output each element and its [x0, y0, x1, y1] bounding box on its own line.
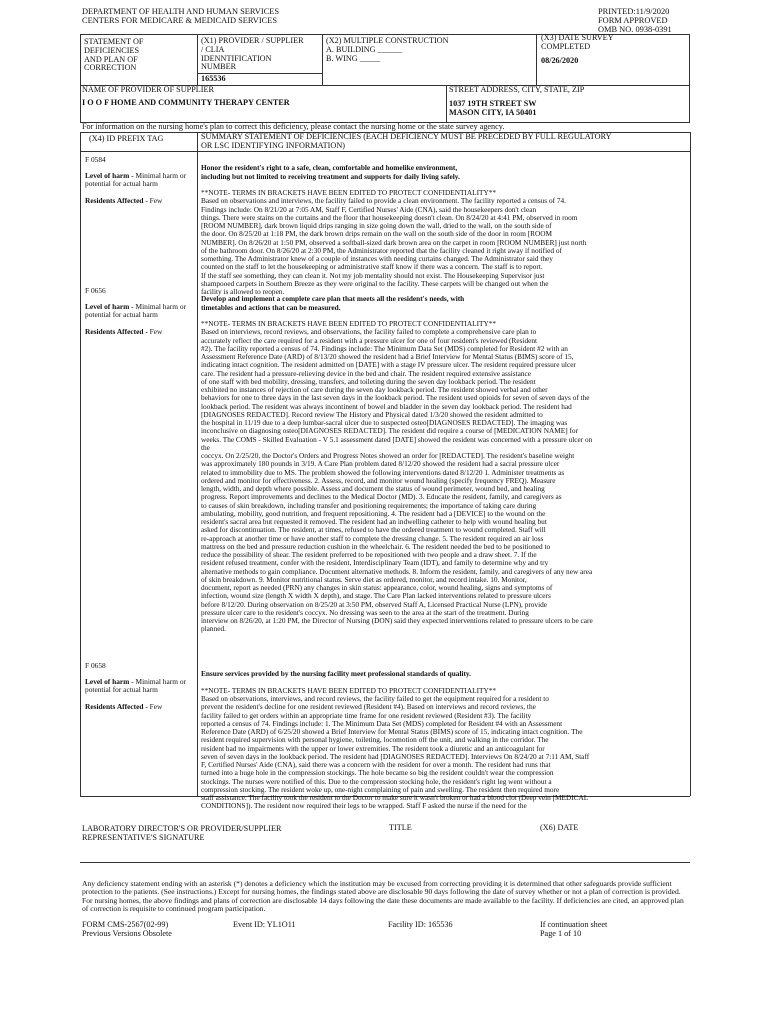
harm-level: Level of harm - Minimal harm or potential for actual harm: [85, 677, 186, 695]
divider: [690, 132, 691, 796]
provider-name-label: NAME OF PROVIDER OF SUPPLIER: [82, 85, 214, 94]
divider: [197, 132, 198, 796]
facility-id: Facility ID: 165536: [388, 920, 453, 929]
agency-header: [82, 7, 279, 25]
title-label: TITLE: [389, 823, 412, 832]
residents-affected: Residents Affected - Few: [85, 195, 163, 205]
provider-id-label: (X1) PROVIDER / SUPPLIER / CLIA IDENNTIFICATION NUMBER: [201, 36, 304, 72]
divider: [80, 132, 81, 796]
deficiency-tag: F 0658: [85, 661, 106, 670]
residents-affected: Residents Affected - Few: [85, 326, 163, 336]
form-approval-header: [598, 7, 672, 34]
deficiency-body: **NOTE- TERMS IN BRACKETS HAVE BEEN EDITED TO PROTECT CONFIDENTIALITY** Based on observations and interviews, the facility failed to provide a clean environment. The facility reported a census of 74. Findings include: On 8/21/20 at 7:05 AM, Staff F, Certified Nurses' Aide (CNA), said the housekeepers don't clean things. There were stains on the curtains and the floor that housekeeping doesn't clean. On 8/24/20 at 4:41 PM, observed in room [ROOM NUMBER], dark brown liquid drips ranging in size going down the wall, dried to the wall, on the south side of the door. On 8/25/20 at 1:18 PM, the dark brown drips remain on the wall on the south side of the door in room [ROOM NUMBER]. On 8/26/20 at 1:50 PM, observed a softball-sized dark brown area on the carpet in room [ROOM NUMBER] just north of the bathroom door. On 8/26/20 at 2:30 PM, the Administrator reported that the facility cleaned it right away if notified of something. The Administrator knew of a couple of instances with needing curtains changed. The Administrator said they counted on the staff to let the housekeeping or administrative staff know if there was a concern. The staff is to report. If the staff see something, they can clean it. Not my job mentality should not exist. The Housekeeping Supervisor just shampooed carpets in Southern Breeze as they were original to the facility. These carpets will be changed out when the facility is allowed to reopen.: [201, 188, 587, 296]
deficiency-tag-block: [85, 156, 191, 205]
divider: [322, 34, 323, 85]
page-indicator: If continuation sheet Page 1 of 10: [540, 920, 608, 938]
deficiency-title: Ensure services provided by the nursing facility meet professional standards of quality.: [201, 669, 472, 679]
divider: [80, 151, 690, 152]
harm-level: Level of harm - Minimal harm or potential for actual harm: [85, 171, 186, 189]
deficiency-tag: F 0584: [85, 155, 106, 164]
deficiency-tag-block: [85, 287, 191, 336]
address-line-2: MASON CITY, IA 50401: [449, 108, 537, 117]
divider: [80, 862, 690, 863]
deficiency-tag-block: [85, 662, 191, 711]
deficiency-text: [201, 662, 689, 819]
provider-number: 165536: [201, 74, 226, 83]
deficiency-text: [201, 156, 689, 305]
deficiency-tag: F 0656: [85, 286, 106, 295]
dept-line-1: DEPARTMENT OF HEALTH AND HUMAN SERVICES: [82, 7, 279, 16]
date-label: (X6) DATE: [540, 823, 579, 832]
director-signature-label: LABORATORY DIRECTOR'S OR PROVIDER/SUPPLIER REPRESENTATIVE'S SIGNATURE: [82, 824, 282, 842]
provider-name: I O O F HOME AND COMMUNITY THERAPY CENTER: [82, 98, 290, 107]
omb-number: OMB NO. 0938-0391: [598, 25, 672, 34]
residents-affected: Residents Affected - Few: [85, 701, 163, 711]
event-id: Event ID: YL1O11: [233, 920, 296, 929]
survey-date: 08/26/2020: [541, 56, 579, 65]
statement-label: STATEMENT OF DEFICIENCIES AND PLAN OF CORRECTION: [84, 37, 144, 73]
form-id: FORM CMS-2567(02-99) Previous Versions Obsolete: [82, 920, 172, 938]
form-approved: FORM APPROVED: [598, 16, 668, 25]
deficiency-title: Develop and implement a complete care plan that meets all the resident's needs, with timetables and actions that can be measured.: [201, 294, 465, 312]
divider: [446, 85, 447, 123]
deficiency-body: **NOTE- TERMS IN BRACKETS HAVE BEEN EDITED TO PROTECT CONFIDENTIALITY** Based on observations, interviews, and record reviews, the facility failed to get the equipment required for a resident to prevent the resident's decline for one resident reviewed (Resident #4). Based on interviews and record reviews, the facility failed to get orders within an appropriate time frame for one resident reviewed (Resident #3). The facility reported a census of 74. Findings include: 1. The Minimum Data Set (MDS) completed for Resident #4 with an Assessment Reference Date (ARD) of 6/25/20 showed a Brief Interview for Mental Status (BIMS) score of 15, indicating intact cognition. The resident required supervision with personal hygiene, toileting, locomotion off the unit, and walking in the corridor. The resident had no impairments with the upper or lower extremities. The resident took a diuretic and an anticoagulant for seven of seven days in the lookback period. The resident had [DIAGNOSES REDACTED]. Interviews On 8/24/20 at 7:11 AM, Staff F, Certified Nurses' Aide (CNA), said there was a concern with the resident for over a month. The resident had runs that turned into a huge hole in the compression stockings. The hole became so big the resident couldn't wear the compression stockings. The nurses were notified of this. Due to the compression stocking hole, the resident's right leg went without a compression stocking. The resident woke up, one-night complaining of pain and swelling. The resident then required more staff assistance. The facility took the resident to the Doctor to make sure it wasn't broken or had a blood clot (Deep vein [MEDICAL CONDITIONS]). The resident now required their legs to be wrapped. Staff F asked the nurse if the need for the: [201, 685, 590, 811]
harm-level: Level of harm - Minimal harm or potential for actual harm: [85, 302, 186, 320]
address-label: STREET ADDRESS, CITY, STATE, ZIP: [449, 85, 585, 94]
address-line-1: 1037 19TH STREET SW: [449, 99, 537, 108]
disclaimer-text: Any deficiency statement ending with an asterisk (*) denotes a deficiency which the institution may be excused from correcting providing it is determined that other safeguards provide sufficient protection to the patients. (See instructions.) Except for nursing homes, the findings stated above are disclosable 90 days following the date of survey whether or not a plan of correction is provided. For nursing homes, the above findings and plans of correction are disclosable 14 days following the date these documents are made available to the facility. If deficiencies are cited, an approved plan of correction is requisite to continued program participation.: [82, 879, 684, 914]
prefix-column-header: (X4) ID PREFIX TAG: [89, 134, 164, 143]
survey-date-label: (X3) DATE SURVEY COMPLETED: [541, 33, 614, 51]
dept-line-2: CENTERS FOR MEDICARE & MEDICAID SERVICES: [82, 16, 277, 25]
deficiency-title: Honor the resident's right to a safe, clean, comfortable and homelike environment, including but not limited to receiving treatment and supports for daily living safely.: [201, 163, 460, 181]
multiple-construction-label: (X2) MULTIPLE CONSTRUCTION A. BUILDING ______ B. WING _____: [326, 36, 449, 63]
deficiency-text: [201, 287, 689, 642]
summary-column-header: SUMMARY STATEMENT OF DEFICIENCIES (EACH DEFICIENCY MUST BE PRECEDED BY FULL REGULATORY OR LSC IDENTIFYING INFORMATION): [201, 132, 612, 150]
printed-date: PRINTED:11/9/2020: [598, 7, 670, 16]
info-line: For information on the nursing home's plan to correct this deficiency, please contact the nursing home or the state survey agency.: [82, 122, 505, 131]
divider: [197, 34, 198, 85]
deficiency-body: **NOTE- TERMS IN BRACKETS HAVE BEEN EDITED TO PROTECT CONFIDENTIALITY** Based on interviews, record reviews, and observations, the facility failed to complete a comprehensive care plan to accurately reflect the care required for a resident with a pressure ulcer for one of four resident's reviewed (Resident #2). The facility reported a census of 74. Findings include: The Minimum Data Set (MDS) completed for Resident #2 with an Assessment Reference Date (ARD) of 8/13/20 showed the resident had a Brief Interview for Mental Status (BIMS) score of 15, indicating intact cognition. The resident admitted on [DATE] with a stage IV pressure ulcer. The resident required pressure ulcer care. The resident had a pressure-relieving device in the bed and chair. The resident required extensive assistance of one staff with bed mobility, dressing, transfers, and toileting during the seven day lookback period. The resident exhibited no instances of rejection of care during the seven day lookback period. The resident showed verbal and other behaviors for one to three days in the last seven days in the lookback period. The resident used opioids for seven of seven days of the lookback period. The resident was always incontinent of bowel and bladder in the seven day lookback period. The resident had [DIAGNOSES REDACTED]. Record review The History and Physical dated 1/3/20 showed the resident admitted to the hospital in 11/19 due to a deep lumbar-sacral ulcer due to suspected osteo[DIAGNOSES REDACTED]. The imaging was inconclusive on diagnosing osteo[DIAGNOSES REDACTED]. The resident did require a course of [MEDICATION NAME] for weeks. The COMS - Skilled Evaluation - V 5.1 assessment dated [DATE] showed the resident was concerned with a pressure ulcer on the coccyx. On 2/25/20, the Doctor's Orders and Progress Notes showed an order for [REDACTED]. The resident's baseline weight was approximately 180 pounds in 3/19. A Care Plan problem dated 8/12/20 showed the resident had a sacral pressure ulcer related to immobility due to MS. The problem showed the following interventions dated 8/12/20 1. Administer treatments as ordered and monitor for effectiveness. 2. Assess, record, and monitor wound healing (specify frequency FREQ). Measure length, width, and depth where possible. Assess and document the status of wound perimeter, wound bed, and healing progress. Report improvements and declines to the Medical Doctor (MD). 3. Educate the resident, family, and caregivers as to causes of skin breakdown, including transfer and positioning requirements; the importance of taking care during ambulating, mobility, good nutrition, and frequent repositioning. 4. The resident had a [DEVICE] to the wound on the resident's sacral area but requested it removed. The resident had an indwelling catheter to help with wound healing but asked for discontinuation. The resident, at times, refused to have the ordered treatment to wound completed. Staff will re-approach at another time or have another staff to complete the dressing change. 5. The resident required an air loss mattress on the bed and pressure reduction cushion in the wheelchair. 6. The resident needed the bed to be positioned to reduce the possibility of shear. The resident preferred to be repositioned with two people and a draw sheet. 7. If the resident refused treatment, confer with the resident, Interdisciplinary Team (IDT), and family to determine why and try alternative methods to gain compliance. Document alternative methods. 8. Inform the resident, family, and caregivers of any new area of skin breakdown. 9. Monitor nutritional status. Serve diet as ordered, monitor, and record intake. 10. Monitor, document, report as needed (PRN) any changes in skin status: appearance, color, wound healing, signs and symptoms of infection, wound size (length X width X depth), and stage. The Care Plan lacked interventions related to pressure ulcers before 8/12/20. During observation on 8/25/20 at 3:50 PM, observed Staff A, Licensed Practical Nurse (LPN), provide pressure ulcer care to the resident's coccyx. No dressing was seen to the area at the start of the treatment. During interview on 8/26/20, at 1:20 PM, the Director of Nursing (DON) said they expected interventions related to pressure ulcers to be care planned.: [201, 319, 593, 634]
divider: [536, 34, 537, 85]
